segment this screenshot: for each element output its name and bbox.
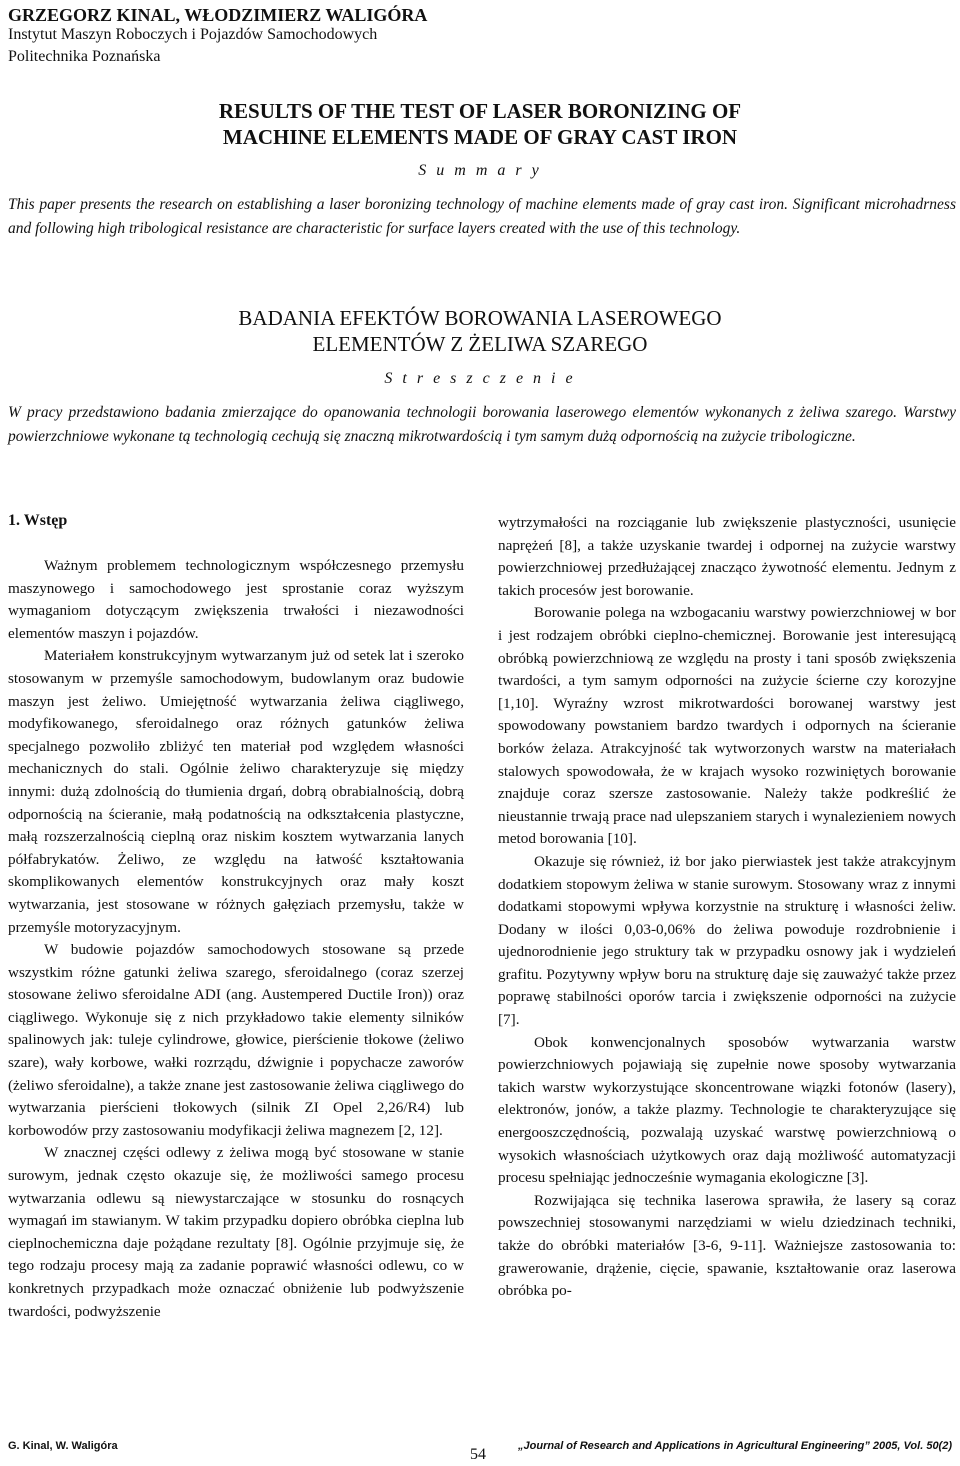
paragraph: Obok konwencjonalnych sposobów wytwarzania warstw powierzchniowych pojawiają się zupełnie nowe sposoby wytwarzania takich warstw wykorzystujące skoncentrowane wiązki fotonów (lasery), elektronów, jonów, a także plazmy. Technologie te charakteryzujące się energooszczędnością, pozwalają uzyskać warstwę powierzchniową o wysokich własnościach użytkowych oraz dają możliwość automatyzacji procesu spełniając jednocześnie wymagania ekologiczne [3]. — [498, 1033, 956, 1187]
right-column — [498, 512, 956, 1303]
paragraph: W budowie pojazdów samochodowych stosowane są przede wszystkim różne gatunki żeliwa szarego, sferoidalnego (coraz szerzej stosowane żeliwo sferoidalne ADI (ang. Austempered Ductile Iron)) oraz ciągliwego. Wykonuje się z nich przykładowo takie elementy silników spalinowych jak: tuleje cylindrowe, głowice, pierścienie tłokowe (żeliwo szare), wały korbowe, wałki rozrządu, dźwignie i popychacze zaworów (żeliwo sferoidalne), a także znane jest zastosowanie żeliwa ciągliwego do wytwarzania pierścieni tłokowych (silnik ZI Opel 2,26/R4) lub korbowodów przy zastosowaniu modyfikacji żeliwa magnezem [2, 12]. — [8, 941, 464, 1139]
page-number: 54 — [470, 1446, 486, 1463]
left-column — [8, 555, 464, 1323]
english-title — [0, 98, 960, 150]
polish-title — [0, 305, 960, 357]
affiliation-institute: Instytut Maszyn Roboczych i Pojazdów Samochodowych — [8, 26, 378, 43]
english-title-line-2: MACHINE ELEMENTS MADE OF GRAY CAST IRON — [222, 125, 738, 149]
summary-heading: S u m m a r y — [418, 162, 542, 179]
paragraph: wytrzymałości na rozciąganie lub zwiększenie plastyczności, usunięcie naprężeń [8], a także uzyskanie twardej i odpornej na zużycie warstwy powierzchniowej przedłużającej znacząco żywotność elementu. Jednym z takich procesów jest borowanie. — [498, 514, 956, 599]
section-heading: 1. Wstęp — [8, 512, 68, 529]
polish-title-line-1: BADANIA EFEKTÓW BOROWANIA LASEROWEGO — [238, 306, 722, 330]
paragraph: Okazuje się również, iż bor jako pierwiastek jest także atrakcyjnym dodatkiem stopowym żeliwa w stanie surowym. Stosowany wraz z innymi dodatkami stopowymi wpływa korzystnie na strukturę i własności żeliw. Dodany w ilości 0,03-0,06% do żeliwa powoduje rozdrobnienie i ujednorodnienie jego struktury tak w przypadku osnowy jak i wydzieleń grafitu. Pozytywny wpływ boru na strukturę daje się zauważyć także przez poprawę stabilności oporów tarcia i zwiększenie odporności na zużycie [7]. — [498, 852, 956, 1029]
english-title-line-1: RESULTS OF THE TEST OF LASER BORONIZING OF — [218, 99, 742, 123]
polish-title-line-2: ELEMENTÓW Z ŻELIWA SZAREGO — [312, 332, 648, 356]
paragraph: Ważnym problemem technologicznym współczesnego przemysłu maszynowego i samochodowego jest sprostanie coraz wyższym wymaganiom dotyczącym zwiększenia trwałości i niezawodności elementów maszyn i pojazdów. — [8, 557, 464, 642]
paragraph: Rozwijająca się technika laserowa sprawiła, że lasery są coraz powszechniej stosowanymi narzędziami w wielu dziedzinach techniki, także do obróbki materiałów [3-6, 9-11]. Ważniejsze zastosowania to: grawerowanie, drążenie, cięcie, spawanie, kształtowanie oraz laserowa obróbka po- — [498, 1191, 956, 1300]
footer-journal: „Journal of Research and Applications in Agricultural Engineering” 2005, Vol. 50(2) — [518, 1440, 952, 1452]
paragraph: W znacznej części odlewy z żeliwa mogą być stosowane w stanie surowym, jednak często okazuje się, że możliwości samego procesu wytwarzania odlewu są niewystarczające w stosunku do rosnących wymagań im stawianym. W takim przypadku dopiero obróbka cieplna lub cieplnochemiczna daje pożądane rezultaty [8]. Ogólnie przyjmuje się, że tego rodzaju procesy mają za zadanie poprawić własności odlewu, co w konkretnych przypadkach może oznaczać obniżenie lub podwyższenie twardości, podwyższenie — [8, 1144, 464, 1320]
affiliation-university: Politechnika Poznańska — [8, 48, 161, 65]
authors: GRZEGORZ KINAL, WŁODZIMIERZ WALIGÓRA — [8, 5, 428, 25]
footer-authors: G. Kinal, W. Waligóra — [8, 1440, 118, 1452]
polish-abstract: W pracy przedstawiono badania zmierzające do opanowania technologii borowania laserowego elementów wykonanych z żeliwa szarego. Warstwy powierzchniowe wykonane tą technologią cechują się znaczną mikrotwardością i tym samym dużą odpornością na zużycie tribologiczne. — [8, 404, 956, 445]
streszczenie-heading: S t r e s z c z e n i e — [384, 370, 576, 387]
paragraph: Borowanie polega na wzbogacaniu warstwy powierzchniowej w bor i jest rodzajem obróbki cieplno-chemicznej. Borowanie jest interesującą obróbką powierzchniową ze względu na prosty i tani sposób zwiększenia twardości, a tym samym odporności na zużycie ścierne czy korozyjne [1,10]. Wyraźny wzrost mikrotwardości borowanej warstwy jest spowodowany powstaniem bardzo twardych i odpornych na ścieranie borków żelaza. Atrakcyjność tak wytworzonych warstw na materiałach stalowych spowodowała, że w krajach wysoko rozwiniętych borowanie znajduje coraz szersze zastosowanie. Należy także podkreślić że nieustannie trwają prace nad ulepszaniem starych i wynalezieniem nowych metod borowania [10]. — [498, 604, 956, 848]
english-abstract: This paper presents the research on establishing a laser boronizing technology of machine elements made of gray cast iron. Significant microhadrness and following high tribological resistance are characteristic for surface layers created with the use of this technology. — [8, 196, 956, 237]
paragraph: Materiałem konstrukcyjnym wytwarzanym już od setek lat i szeroko stosowanym w przemyśle samochodowym, budowlanym oraz budowie maszyn jest żeliwo. Umiejętność wytwarzania żeliwa ciągliwego, modyfikowanego, sferoidalnego oraz różnych gatunków żeliwa specjalnego pozwoliło zbliżyć ten materiał pod względem własności mechanicznych do stali. Ogólnie żeliwo charakteryzuje się między innymi: dużą zdolnością do tłumienia drgań, dobrą obrabialnością, dobrą odpornością na ścieranie, małą podatnością na odkształcenia plastyczne, małą rozszerzalnością cieplną oraz niskim kosztem wytwarzania lanych półfabrykatów. Żeliwo, ze względu na łatwość kształtowania skomplikowanych elementów konstrukcyjnych oraz mały koszt wytwarzania, jest stosowane w różnych gałęziach przemysłu, także w przemyśle motoryzacyjnym. — [8, 647, 464, 936]
